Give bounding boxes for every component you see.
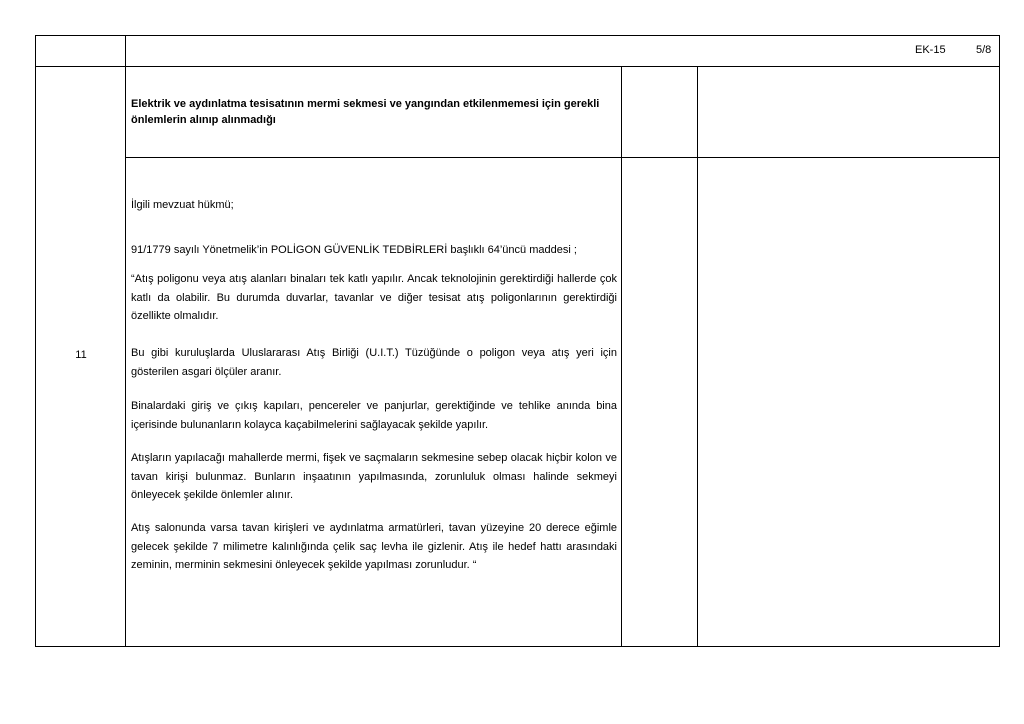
paragraph-ricochet-columns: Atışların yapılacağı mahallerde mermi, fişek ve saçmaların sekmesine sebep olacak hiçbir kolon ve tavan kirişi bulunmaz. Bunların inşaatının yapılmasında, zorunluluk olması halinde sekmeyi önleyecek şekilde önlemler alınır.	[131, 452, 617, 501]
paragraph-regulation-reference: 91/1779 sayılı Yönetmelik’in POLİGON GÜVENLİK TEDBİRLERİ başlıklı 64’üncü maddesi ;	[131, 244, 577, 256]
col3-divider	[621, 66, 622, 647]
row-title: Elektrik ve aydınlatma tesisatının mermi sekmesi ve yangından etkilenmemesi için gerekli önlemlerin alınıp alınmadığı	[131, 98, 600, 126]
border-left	[35, 35, 36, 647]
paragraph-building-floors: “Atış poligonu veya atış alanları binaları tek katlı yapılır. Ancak teknolojinin gerektirdiği hallerde çok katlı da olabilir. Bu durumda duvarlar, tavanlar ve diğer tesisat atış poligonlarının gerektirdiği özellikte olmalıdır.	[131, 273, 617, 322]
col4-divider	[697, 66, 698, 647]
header-divider	[35, 66, 1000, 67]
paragraph-regulation-intro: İlgili mevzuat hükmü;	[131, 199, 234, 211]
paragraph-exits: Binalardaki giriş ve çıkış kapıları, pencereler ve panjurlar, gerektiğinde ve tehlike anında bina içerisinde bulunanların kolayca kaçabilmelerini sağlayacak şekilde yapılır.	[131, 400, 617, 431]
paragraph-ceiling-plates: Atış salonunda varsa tavan kirişleri ve aydınlatma armatürleri, tavan yüzeyine 20 derece eğimle gelecek şekilde 7 milimetre kalınlığında çelik saç levha ile gizlenir. Atış ile hedef hattı arasındaki zeminin, merminin sekmesini önleyecek şekilde yapılması zorunludur. “	[131, 522, 617, 571]
col1-divider	[125, 35, 126, 647]
page-number: 5/8	[976, 44, 992, 56]
border-bottom	[35, 646, 1000, 647]
paragraph-uit-standards: Bu gibi kuruluşlarda Uluslararası Atış Birliği (U.I.T.) Tüzüğünde o poligon veya atış yeri için gösterilen asgari ölçüler aranır.	[131, 347, 617, 378]
border-top	[35, 35, 1000, 36]
border-right	[999, 35, 1000, 647]
row-number: 11	[75, 349, 87, 361]
annex-label: EK-15	[915, 44, 946, 56]
title-divider	[125, 157, 1000, 158]
